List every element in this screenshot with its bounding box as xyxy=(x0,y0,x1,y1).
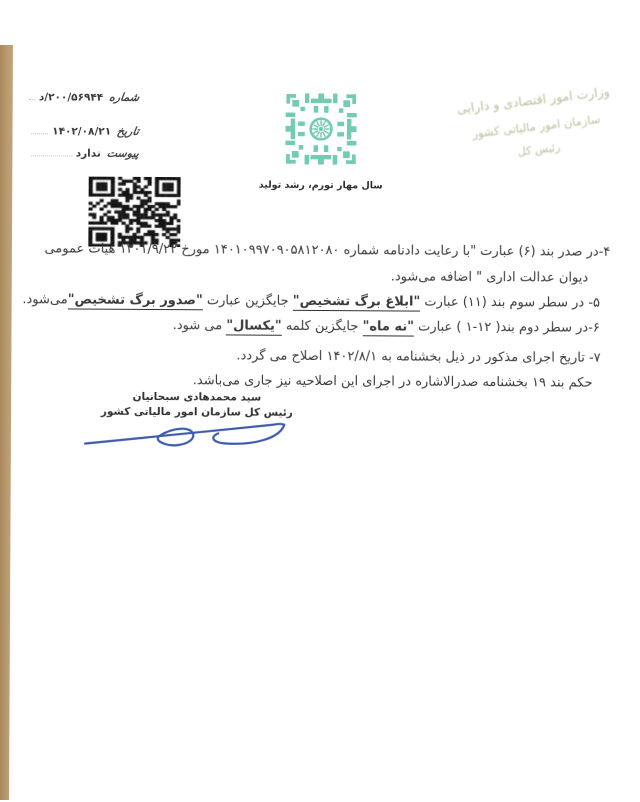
field-value-number: د/۲۰۰/۵۶۹۴۴ xyxy=(38,91,104,104)
dotted-line xyxy=(31,132,48,134)
year-slogan: سال مهار تورم، رشد تولید xyxy=(258,179,383,192)
dotted-line xyxy=(31,154,72,156)
field-row-number xyxy=(31,86,139,104)
body-line-4: ۶-در سطر دوم بند( ۱۲-۱ ) عبارت "نه ماه" جایگزین کلمه "یکسال" می شود. xyxy=(172,318,600,336)
stamp-line-ministry: وزارت امور اقتصادی و دارایی xyxy=(456,83,611,117)
stamp-line-director: رئیس کل xyxy=(517,140,562,159)
ministry-stamp xyxy=(442,77,629,171)
signatory-name: سید محمدهادی سبحانیان xyxy=(132,390,262,404)
body-line-3: ۵- در سطر سوم بند (۱۱) عبارت "ابلاغ برگ تشخیص" جایگزین عبارت "صدور برگ تشخیص"می‌شود. xyxy=(22,292,601,311)
field-value-attachment: ندارد xyxy=(75,147,101,160)
stamp-line-organization: سازمان امور مالیاتی کشور xyxy=(471,111,602,141)
tax-administration-logo-icon xyxy=(284,92,358,166)
body-line-1: ۴-در صدر بند (۶) عبارت "با رعایت دادنامه شماره ۱۴۰۱۰۹۹۷۰۹۰۵۸۱۲۰۸۰ مورخ ۱۴۰۱/۹/۲۲ هیات عمومی xyxy=(44,241,611,260)
body-line-5: ۷- تاریخ اجرای مذکور در ذیل بخشنامه به ۱۴۰۲/۸/۱ اصلاح می گردد. xyxy=(236,348,601,366)
field-label-date: تاریخ xyxy=(116,124,140,138)
handwritten-signature xyxy=(77,407,327,464)
body-text xyxy=(22,236,611,395)
dotted-line xyxy=(29,98,35,100)
body-line-2: دیوان عدالت اداری " اضافه می‌شود. xyxy=(390,269,589,286)
field-row-attachment xyxy=(31,142,139,160)
signatory-title: رئیس کل سازمان امور مالیاتی کشور xyxy=(100,405,293,419)
field-label-number: شماره xyxy=(108,90,141,104)
body-line-6: حکم بند ۱۹ بخشنامه صدرالاشاره در اجرای این اصلاحیه نیز جاری می‌باشد. xyxy=(192,373,593,391)
field-value-date: ۱۴۰۲/۰۸/۲۱ xyxy=(52,125,112,138)
field-label-attachment: پیوست xyxy=(105,146,140,160)
header-fields xyxy=(31,86,139,160)
field-row-date xyxy=(31,120,139,138)
